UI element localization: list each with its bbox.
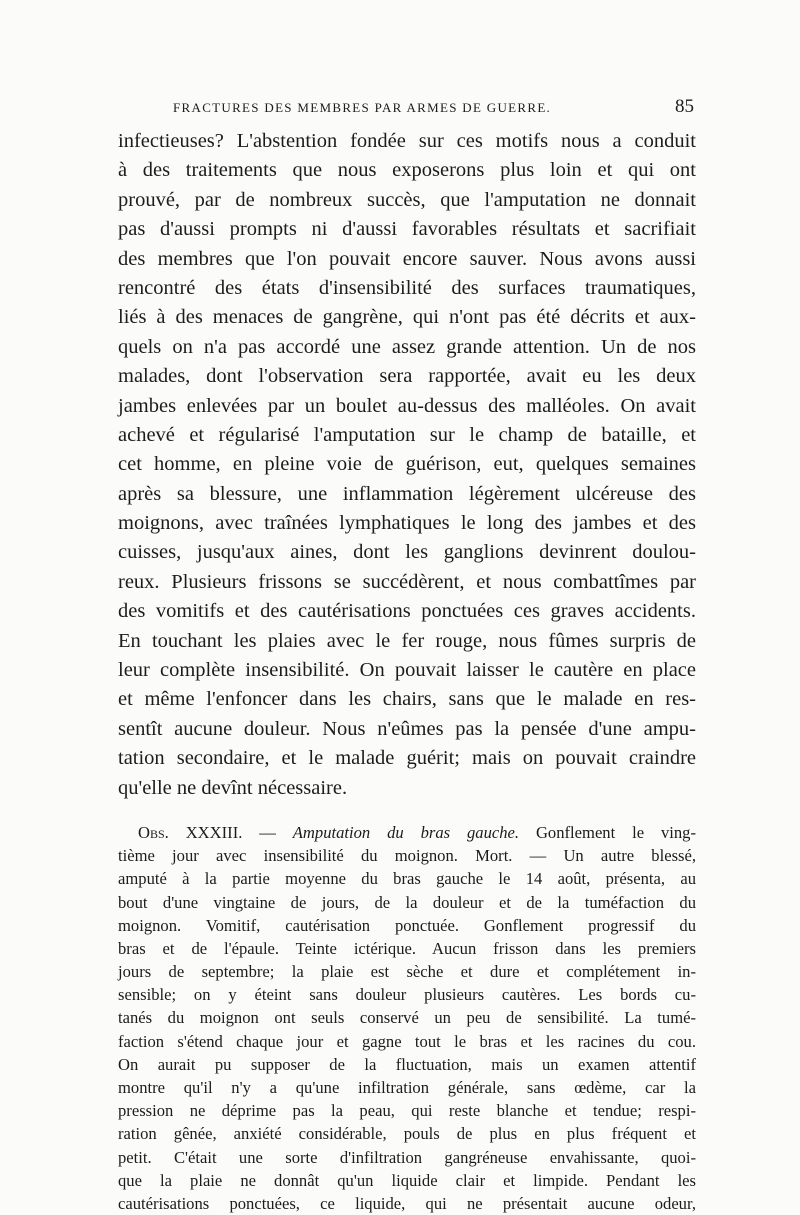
text-line: sentît aucune douleur. Nous n'eûmes pas la pensée d'une ampu- (118, 717, 696, 740)
text-line: et même l'enfoncer dans les chairs, sans que le malade en res- (118, 688, 696, 711)
text-line: des membres que l'on pouvait encore sauver. Nous avons aussi (118, 247, 696, 270)
text-line: achevé et régularisé l'amputation sur le champ de bataille, et (118, 423, 696, 446)
text-line: malades, dont l'observation sera rapportée, avait eu les deux (118, 365, 696, 388)
observation-line: moignon. Vomitif, cautérisation ponctuée. Gonflement progressif du (118, 915, 696, 935)
observation-line: pression ne déprime pas la peau, qui reste blanche et tendue; respi- (118, 1101, 696, 1121)
observation-heading-line (118, 821, 696, 844)
text-line: infectieuses? L'abstention fondée sur ces motifs nous a conduit (118, 130, 696, 152)
observation-line: bout d'une vingtaine de jours, de la douleur et de la tuméfaction du (118, 892, 696, 912)
observation-label: Obs. XXXIII. (138, 822, 243, 842)
text-line: tation secondaire, et le malade guérit; mais on pouvait craindre (118, 747, 696, 770)
observation-line: jours de septembre; la plaie est sèche et dure et complétement in- (118, 962, 696, 982)
observation-line: que la plaie ne donnât qu'un liquide clair et limpide. Pendant les (118, 1170, 696, 1190)
text-line: cuisses, jusqu'aux aines, dont les ganglions devinrent doulou- (118, 541, 696, 564)
observation-dash: — (242, 822, 293, 842)
observation-line: tième jour avec insensibilité du moignon. Mort. — Un autre blessé, (118, 846, 696, 866)
text-line: qu'elle ne devînt nécessaire. (118, 776, 348, 799)
observation-line: cautérisations ponctuées, ce liquide, qui ne présentait aucune odeur, (118, 1193, 696, 1213)
text-line: leur complète insensibilité. On pouvait laisser le cautère en place (118, 659, 696, 682)
page-header (118, 96, 698, 122)
observation-block (118, 821, 696, 1215)
page-number: 85 (675, 96, 694, 117)
text-line: liés à des menaces de gangrène, qui n'ont pas été décrits et aux- (118, 306, 696, 329)
text-line: reux. Plusieurs frissons se succédèrent, et nous combattîmes par (118, 570, 696, 593)
body-text (118, 127, 696, 1215)
observation-line: On aurait pu supposer de la fluctuation, mais un examen attentif (118, 1054, 696, 1074)
observation-line: montre qu'il n'y a qu'une infiltration générale, sans œdème, car la (118, 1078, 696, 1098)
text-line: pas d'aussi prompts ni d'aussi favorables résultats et sacrifiait (118, 218, 696, 241)
main-paragraph (118, 127, 696, 803)
observation-line: ration gênée, anxiété considérable, pouls de plus en plus fréquent et (118, 1124, 696, 1144)
text-line: après sa blessure, une inflammation légèrement ulcéreuse des (118, 482, 696, 505)
text-line: cet homme, en pleine voie de guérison, eut, quelques semaines (118, 453, 696, 476)
text-line: En touchant les plaies avec le fer rouge, nous fûmes surpris de (118, 629, 696, 652)
observation-line: faction s'étend chaque jour et gagne tout le bras et les racines du cou. (118, 1031, 696, 1051)
text-line: jambes enlevées par un boulet au-dessus des malléoles. On avait (118, 394, 696, 417)
text-line: moignons, avec traînées lymphatiques le long des jambes et des (118, 512, 696, 535)
text-line: quels on n'a pas accordé une assez grande attention. Un de nos (118, 335, 696, 358)
observation-title: Amputation du bras gauche. (292, 822, 520, 842)
observation-line: bras et de l'épaule. Teinte ictérique. Aucun frisson dans les premiers (118, 938, 696, 958)
observation-line: tanés du moignon ont seuls conservé un peu de sensibilité. La tumé- (118, 1008, 696, 1028)
observation-line: sensible; on y éteint sans douleur plusieurs cautères. Les bords cu- (118, 985, 696, 1005)
text-line: à des traitements que nous exposerons plus loin et qui ont (118, 159, 696, 182)
observation-first-line-rest: Gonflement le ving- (519, 822, 696, 842)
text-line: prouvé, par de nombreux succès, que l'amputation ne donnait (118, 188, 696, 211)
text-line: rencontré des états d'insensibilité des surfaces traumatiques, (118, 276, 696, 299)
observation-line: amputé à la partie moyenne du bras gauche le 14 août, présenta, au (118, 869, 696, 889)
text-line: des vomitifs et des cautérisations ponctuées ces graves accidents. (118, 600, 696, 623)
running-title: FRACTURES DES MEMBRES PAR ARMES DE GUERRE. (173, 100, 552, 115)
observation-line: petit. C'était une sorte d'infiltration gangréneuse envahissante, quoi- (118, 1147, 696, 1167)
